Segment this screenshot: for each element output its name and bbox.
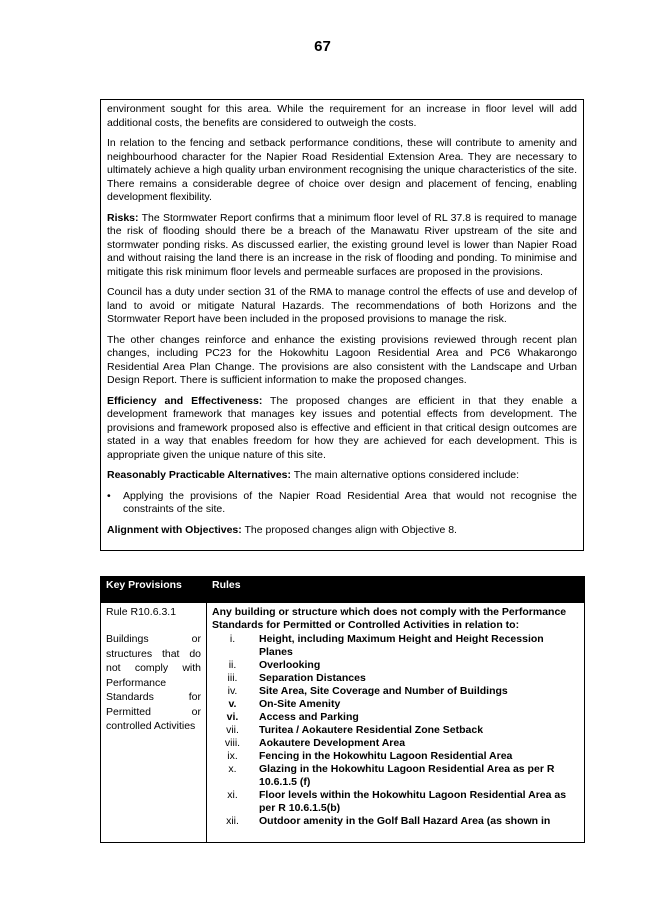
- paragraph-cost-benefit: environment sought for this area. While the requirement for an increase in floor level will add additional costs, the benefits are considered to outweigh the costs.: [107, 103, 577, 129]
- paragraph-alternatives: [107, 469, 577, 483]
- bullet-icon: •: [107, 489, 111, 502]
- item-number: i.: [229, 633, 236, 645]
- paragraph-fencing-setback: In relation to the fencing and setback performance conditions, these will contribute to amenity and neighbourhood character for the Napier Road Residential Extension Area. They are necessary to ultimately achieve a high quality urban environment recognising the unique characteristics of the site. There remains a considerable degree of choice over design and placement of fencing, enabling development flexibility.: [107, 137, 577, 203]
- item-number: x.: [228, 763, 237, 775]
- rule-description-line: Performance: [106, 676, 167, 689]
- paragraph-alignment: [107, 524, 577, 538]
- paragraph-other-changes: The other changes reinforce and enhance the existing provisions reviewed through recent plan changes, including PC23 for the Hokowhitu Lagoon Residential Area and PC6 Whakarongo Residential Area Plan Change. The provisions are also consistent with the Landscape and Urban Design Report. There is sufficient information to make the proposed changes.: [107, 333, 577, 386]
- item-number: vii.: [226, 724, 239, 736]
- rule-description-line: Standards for: [106, 691, 201, 703]
- bullet-text: Applying the provisions of the Napier Road Residential Area that would not recognise the constraints of the site.: [123, 489, 577, 515]
- alternatives-text: The main alternative options considered include:: [291, 469, 520, 481]
- risks-label: Risks:: [107, 211, 139, 224]
- assessment-box: [100, 99, 584, 551]
- paragraph-efficiency: [107, 395, 577, 463]
- bullet-item: [107, 490, 577, 517]
- item-text: Access and Parking: [259, 711, 359, 723]
- rule-description-line: not comply with: [106, 662, 201, 674]
- item-number: v.: [228, 698, 237, 710]
- table-row: [101, 603, 585, 843]
- list-item: [212, 750, 579, 763]
- efficiency-text: The proposed changes are efficient in that they enable a development framework that manages key issues and potential effects from development. The provisions and framework proposed also is effective and efficient in that critical design outcomes are stated in a way that enables freedom for how they are achieved for each development. This is appropriate given the unique nature of this site.: [107, 394, 577, 461]
- risks-text: The Stormwater Report confirms that a minimum floor level of RL 37.8 is required to manage the risk of flooding should there be a breach of the Manawatu River upstream of the site and stormwater ponding risks. As discussed earlier, the existing ground level is lower than Napier Road and without raising the land there is an increase in the risk of flooding and ponding. To minimise and mitigate this risk minimum floor levels and permeable surfaces are proposed in the provisions.: [107, 211, 577, 278]
- list-item: [212, 698, 579, 711]
- item-number: iii.: [227, 672, 238, 684]
- item-text: Outdoor amenity in the Golf Ball Hazard Area (as shown in: [259, 815, 551, 827]
- rule-id: Rule R10.6.3.1: [106, 606, 177, 618]
- page-number: 67: [314, 38, 331, 55]
- rule-description-line: controlled Activities: [106, 720, 196, 732]
- list-item: [212, 659, 579, 672]
- item-number: iv.: [227, 685, 238, 697]
- item-number: ix.: [227, 750, 238, 762]
- item-text: Overlooking: [259, 659, 321, 671]
- item-text: Site Area, Site Coverage and Number of Buildings: [259, 685, 508, 697]
- list-item: [212, 711, 579, 724]
- list-item: [212, 737, 579, 750]
- item-number: xi.: [227, 789, 238, 801]
- item-text: Turitea / Aokautere Residential Zone Setback: [259, 724, 484, 736]
- header-key-provisions: Key Provisions: [101, 577, 207, 603]
- list-item: [212, 724, 579, 737]
- item-text: Floor levels within the Hokowhitu Lagoon Residential Area as per R 10.6.1.5(b): [259, 789, 567, 814]
- rule-description: [106, 632, 201, 734]
- key-provision-cell: [101, 603, 207, 843]
- paragraph-council-duty: Council has a duty under section 31 of the RMA to manage control the effects of use and develop of land to avoid or mitigate Natural Hazards. The recommendations of both Horizons and the Stormwater Report have been included in the proposed provisions to manage the risk.: [107, 286, 577, 325]
- list-item: [212, 685, 579, 698]
- item-text: Glazing in the Hokowhitu Lagoon Residential Area as per R 10.6.1.5 (f): [259, 763, 555, 788]
- item-text: Aokautere Development Area: [259, 737, 406, 749]
- rules-cell: [207, 603, 585, 843]
- alignment-text: The proposed changes align with Objective 8.: [241, 523, 457, 536]
- list-item: [212, 672, 579, 685]
- rule-description-line: structures that do: [106, 647, 201, 660]
- item-number: viii.: [224, 737, 241, 749]
- paragraph-risks: [107, 212, 577, 280]
- efficiency-label: Efficiency and Effectiveness:: [107, 394, 263, 407]
- item-number: xii.: [226, 815, 239, 827]
- item-text: Fencing in the Hokowhitu Lagoon Residential Area: [259, 750, 513, 762]
- item-text: Separation Distances: [259, 672, 366, 684]
- rules-list: [212, 633, 579, 828]
- alignment-label: Alignment with Objectives:: [107, 523, 242, 536]
- item-number: vi.: [226, 711, 239, 723]
- list-item: [212, 789, 579, 815]
- list-item: [212, 815, 579, 828]
- item-text: On-Site Amenity: [259, 698, 341, 710]
- list-item: [212, 633, 579, 659]
- rules-intro: Any building or structure which does not comply with the Performance Standards for Permitted or Controlled Activities in relation to:: [212, 606, 567, 631]
- rule-description-line: Permitted or: [106, 705, 201, 718]
- item-number: ii.: [228, 659, 237, 671]
- header-rules: Rules: [207, 577, 585, 603]
- provisions-table: [100, 576, 585, 843]
- alternatives-label: Reasonably Practicable Alternatives:: [107, 469, 292, 481]
- list-item: [212, 763, 579, 789]
- rule-description-line: Buildings or: [106, 633, 201, 645]
- item-text: Height, including Maximum Height and Height Recession Planes: [259, 633, 544, 658]
